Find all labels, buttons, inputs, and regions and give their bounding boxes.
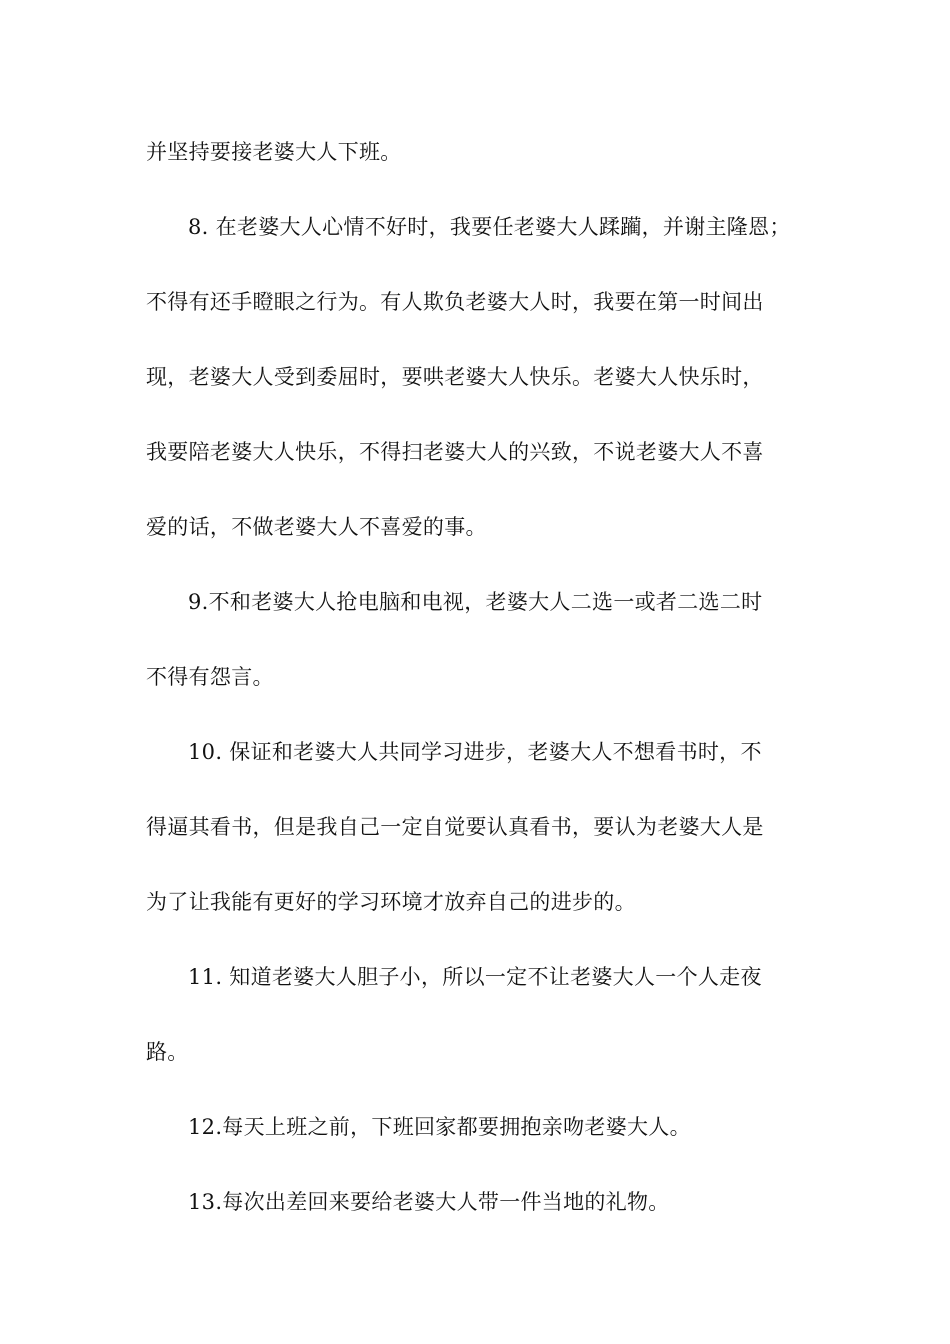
text-line: 路。 — [146, 1040, 189, 1064]
list-item-13: 13.每次出差回来要给老婆大人带一件当地的礼物。 — [188, 1190, 670, 1214]
list-item-11: 11. 知道老婆大人胆子小，所以一定不让老婆大人一个人走夜 — [188, 965, 762, 989]
text-line: 为了让我能有更好的学习环境才放弃自己的进步的。 — [146, 890, 636, 914]
list-item-8: 8. 在老婆大人心情不好时，我要任老婆大人蹂躏，并谢主隆恩； — [188, 215, 791, 239]
text-line: 得逼其看书，但是我自己一定自觉要认真看书，要认为老婆大人是 — [146, 815, 764, 839]
text-line: 不得有还手瞪眼之行为。有人欺负老婆大人时，我要在第一时间出 — [146, 290, 764, 314]
text-line: 爱的话，不做老婆大人不喜爱的事。 — [146, 515, 487, 539]
list-item-10: 10. 保证和老婆大人共同学习进步，老婆大人不想看书时，不 — [188, 740, 762, 764]
text-line: 并坚持要接老婆大人下班。 — [146, 140, 402, 164]
text-line: 不得有怨言。 — [146, 665, 274, 689]
list-item-9: 9.不和老婆大人抢电脑和电视，老婆大人二选一或者二选二时 — [188, 590, 763, 614]
list-item-12: 12.每天上班之前，下班回家都要拥抱亲吻老婆大人。 — [188, 1115, 691, 1139]
text-line: 现，老婆大人受到委屈时，要哄老婆大人快乐。老婆大人快乐时， — [146, 365, 764, 389]
text-line: 我要陪老婆大人快乐，不得扫老婆大人的兴致，不说老婆大人不喜 — [146, 440, 764, 464]
